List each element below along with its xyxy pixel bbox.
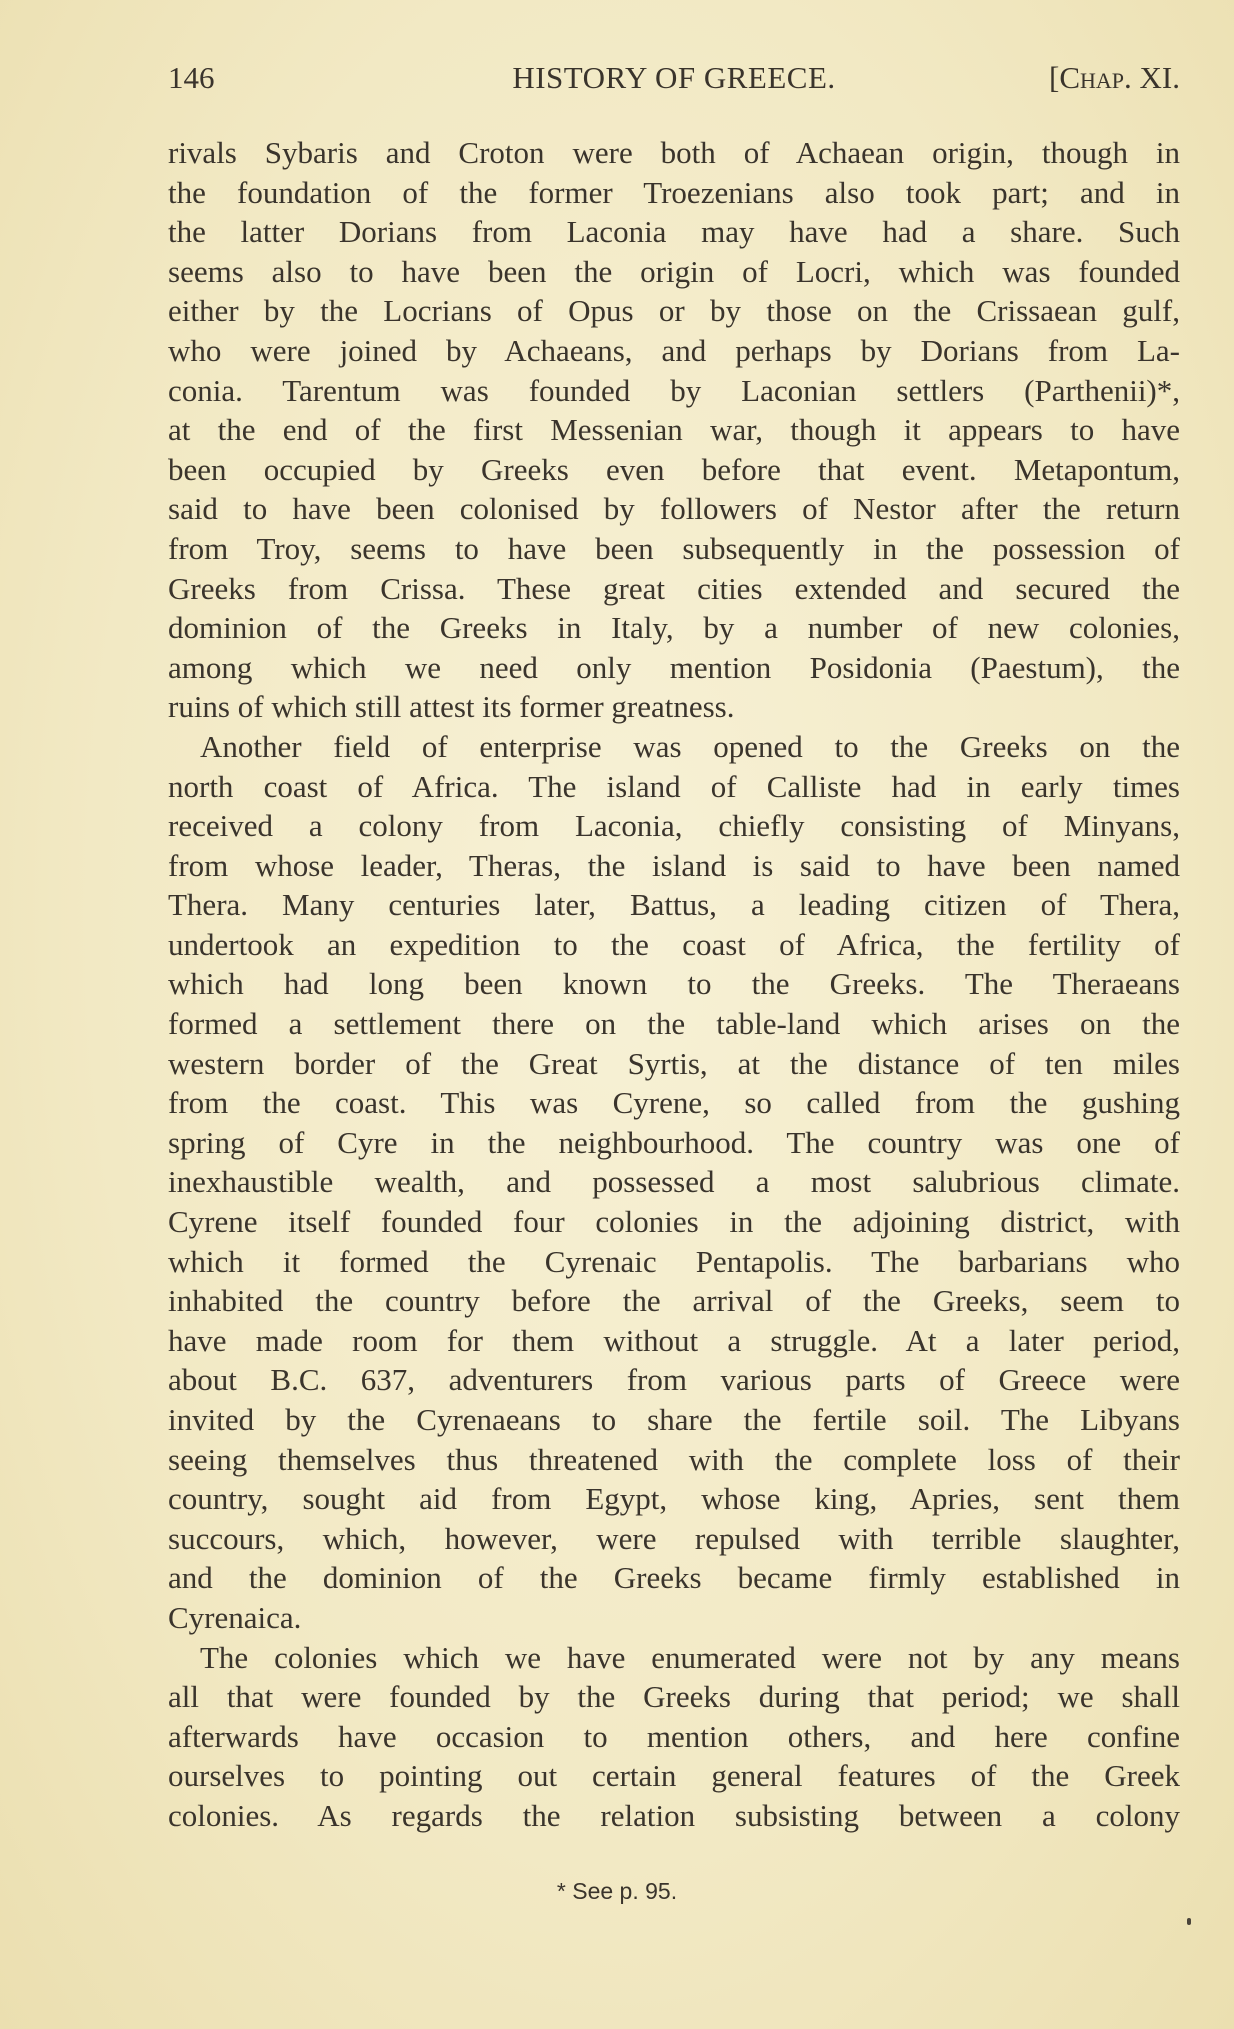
- text-line: seeing themselves thus threatened with the complete loss of their: [168, 1441, 1180, 1477]
- text-line: Thera. Many centuries later, Battus, a leading citizen of Thera,: [168, 887, 1180, 923]
- text-line: undertook an expedition to the coast of Africa, the fertility of: [168, 926, 1180, 962]
- text-line: conia. Tarentum was founded by Laconian settlers (Parthenii)*,: [168, 372, 1180, 408]
- chapter-label: [Chap. XI.: [1049, 60, 1180, 95]
- text-line: either by the Locrians of Opus or by those on the Crissaean gulf,: [168, 293, 1180, 329]
- text-line: inexhaustible wealth, and possessed a most salubrious climate.: [168, 1164, 1180, 1200]
- text-line: which had long been known to the Greeks. The Theraeans: [168, 966, 1180, 1002]
- text-line: western border of the Great Syrtis, at the distance of ten miles: [168, 1045, 1180, 1081]
- text-line: the latter Dorians from Laconia may have had a share. Such: [168, 214, 1180, 250]
- text-line: seems also to have been the origin of Locri, which was founded: [168, 253, 1180, 289]
- text-line: succours, which, however, were repulsed with terrible slaughter,: [168, 1520, 1180, 1556]
- text-line: and the dominion of the Greeks became firmly established in: [168, 1560, 1180, 1596]
- text-line: country, sought aid from Egypt, whose king, Apries, sent them: [168, 1481, 1180, 1517]
- page-number: 146: [168, 60, 215, 95]
- text-line: rivals Sybaris and Croton were both of Achaean origin, though in: [168, 135, 1180, 170]
- text-line: Cyrenaica.: [168, 1599, 302, 1635]
- text-line: invited by the Cyrenaeans to share the fertile soil. The Libyans: [168, 1402, 1180, 1437]
- text-line: ourselves to pointing out certain general features of the Greek: [168, 1758, 1180, 1794]
- text-line: who were joined by Achaeans, and perhaps by Dorians from La-: [168, 332, 1180, 368]
- text-line: the foundation of the former Troezenians also took part; and in: [168, 174, 1180, 210]
- text-line: among which we need only mention Posidonia (Paestum), the: [168, 649, 1180, 685]
- text-line: said to have been colonised by followers of Nestor after the return: [168, 491, 1180, 527]
- text-line: all that were founded by the Greeks during that period; we shall: [168, 1679, 1180, 1715]
- text-line: which it formed the Cyrenaic Pentapolis. The barbarians who: [168, 1243, 1180, 1279]
- text-line: Greeks from Crissa. These great cities extended and secured the: [168, 570, 1180, 606]
- text-line: at the end of the first Messenian war, though it appears to have: [168, 412, 1180, 448]
- text-line: from the coast. This was Cyrene, so called from the gushing: [168, 1085, 1180, 1121]
- text-line: formed a settlement there on the table-land which arises on the: [168, 1006, 1180, 1042]
- running-header: [168, 60, 1180, 104]
- text-line: about B.C. 637, adventurers from various parts of Greece were: [168, 1362, 1180, 1398]
- text-line: dominion of the Greeks in Italy, by a number of new colonies,: [168, 610, 1180, 646]
- text-line: colonies. As regards the relation subsisting between a colony: [168, 1797, 1180, 1833]
- text-line: from Troy, seems to have been subsequently in the possession of: [168, 530, 1180, 566]
- text-line: been occupied by Greeks even before that event. Metapontum,: [168, 451, 1180, 487]
- paper-speck: [1187, 1918, 1191, 1925]
- text-line: Another field of enterprise was opened to the Greeks on the: [200, 728, 1180, 764]
- text-line: from whose leader, Theras, the island is said to have been named: [168, 847, 1180, 883]
- running-title: HISTORY OF GREECE.: [512, 60, 836, 95]
- text-line: have made room for them without a struggle. At a later period,: [168, 1322, 1180, 1358]
- text-line: north coast of Africa. The island of Calliste had in early times: [168, 768, 1180, 804]
- text-line: ruins of which still attest its former greatness.: [168, 689, 735, 725]
- text-line: Cyrene itself founded four colonies in the adjoining district, with: [168, 1204, 1180, 1240]
- text-line: inhabited the country before the arrival of the Greeks, seem to: [168, 1283, 1180, 1319]
- footnote: * See p. 95.: [556, 1878, 678, 1904]
- body-text: [168, 133, 1180, 1836]
- text-line: The colonies which we have enumerated were not by any means: [200, 1639, 1180, 1675]
- text-line: afterwards have occasion to mention others, and here confine: [168, 1718, 1180, 1754]
- text-line: spring of Cyre in the neighbourhood. The country was one of: [168, 1124, 1180, 1160]
- text-line: received a colony from Laconia, chiefly consisting of Minyans,: [168, 808, 1180, 844]
